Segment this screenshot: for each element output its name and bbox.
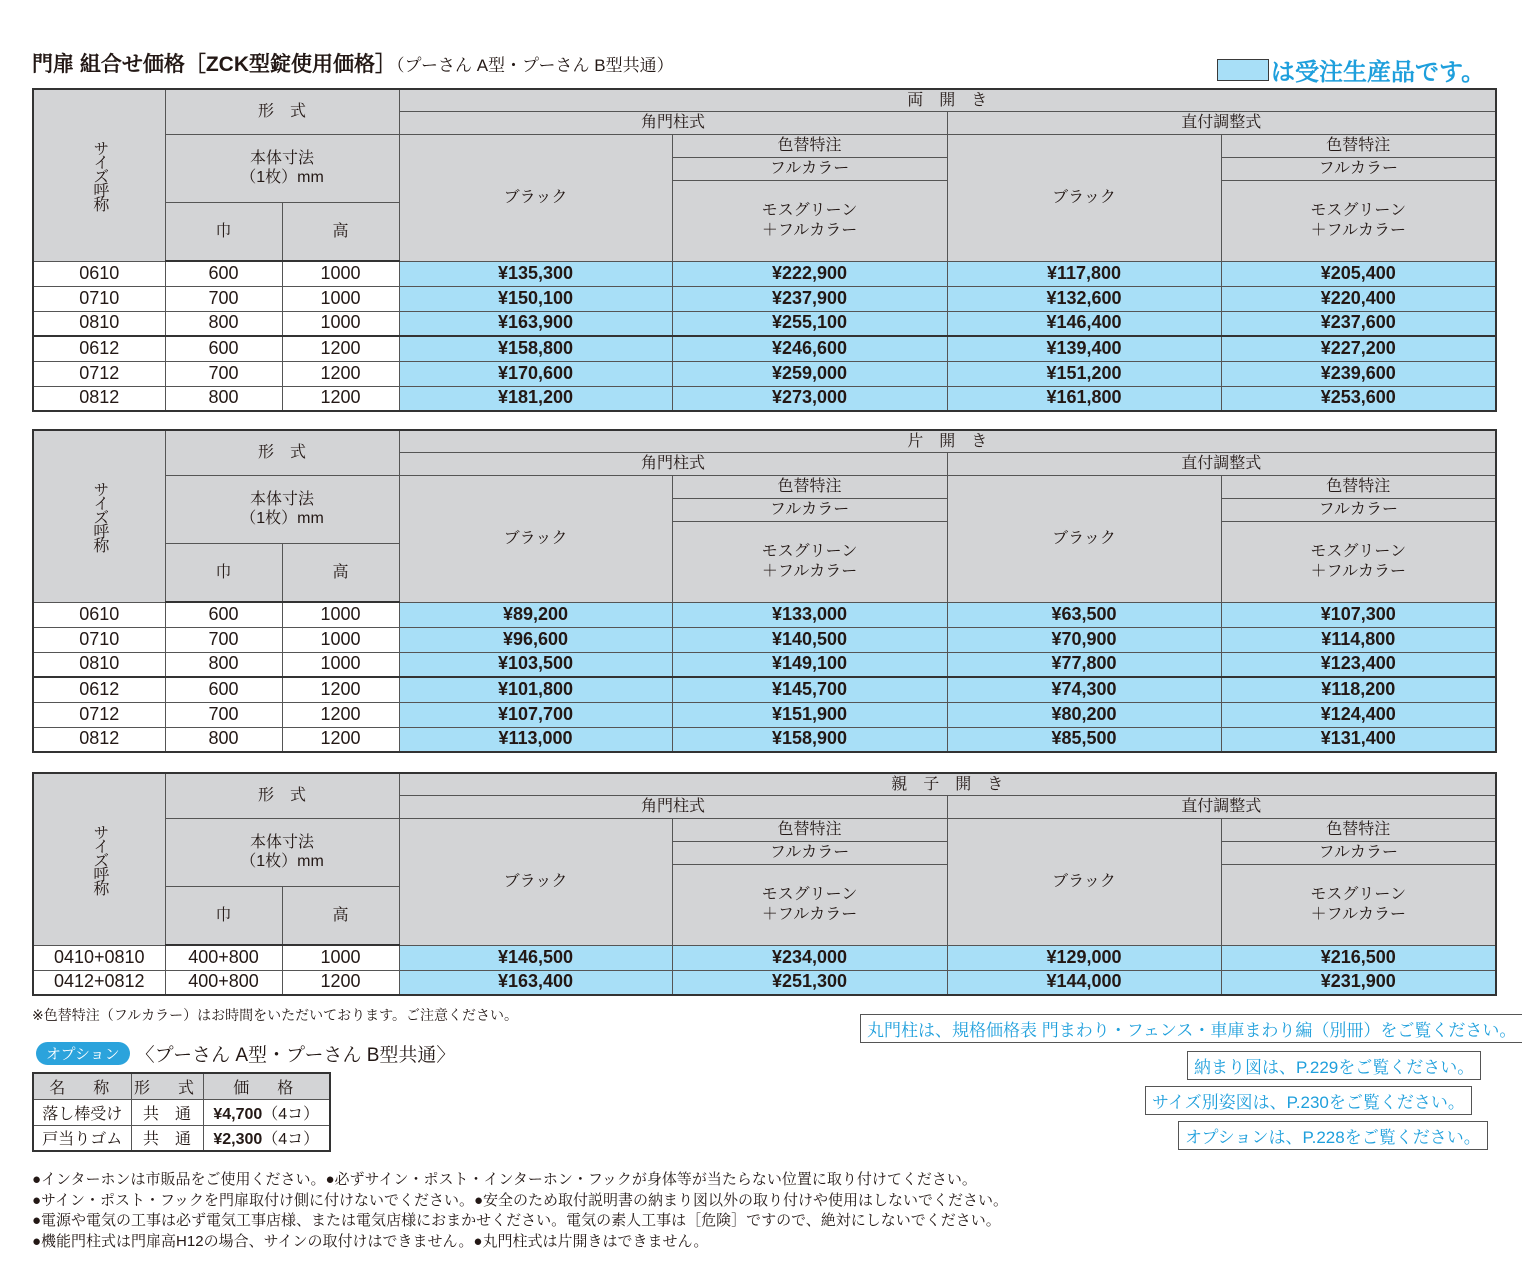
cell-price-jika-color: ¥123,400 bbox=[1221, 652, 1496, 677]
cell-height: 1000 bbox=[282, 652, 399, 677]
cell-size: 0810 bbox=[33, 311, 165, 336]
cell-price-jika-color: ¥220,400 bbox=[1221, 286, 1496, 311]
header-width: 巾 bbox=[165, 202, 282, 261]
header-full-color: フルカラー bbox=[672, 841, 947, 864]
color-special-note: ※色替特注（フルカラー）はお時間をいただいております。ご注意ください。 bbox=[32, 1007, 519, 1023]
header-open-type: 両 開 き bbox=[399, 89, 1496, 111]
cell-price-kaku-black: ¥96,600 bbox=[399, 627, 672, 652]
cell-price-kaku-color: ¥251,300 bbox=[672, 970, 947, 995]
header-open-type: 親 子 開 き bbox=[399, 773, 1496, 795]
table-row bbox=[33, 286, 1496, 311]
header-jika-chosei: 直付調整式 bbox=[947, 452, 1496, 475]
cell-width: 800 bbox=[165, 311, 282, 336]
table-row bbox=[33, 386, 1496, 411]
option-price-value: ¥2,300 bbox=[213, 1131, 263, 1149]
cell-price-kaku-black: ¥103,500 bbox=[399, 652, 672, 677]
cell-price-jika-black: ¥63,500 bbox=[947, 602, 1221, 627]
caution-line: ●電源や電気の工事は必ず電気工事店様、または電気店様におまかせください。電気の素人工事は［危険］ですので、絶対にしないでください。 bbox=[32, 1212, 1001, 1229]
option-price bbox=[203, 1099, 330, 1125]
price-table-single-swing bbox=[32, 429, 1497, 753]
cell-price-kaku-color: ¥158,900 bbox=[672, 727, 947, 752]
caution-line: ●機能門柱式は門扉高H12の場合、サインの取付けはできません。●丸門柱式は片開きはできません。 bbox=[32, 1232, 709, 1250]
cell-size: 0612 bbox=[33, 677, 165, 702]
header-moss-green: モスグリーン ＋フルカラー bbox=[672, 864, 947, 945]
cell-width: 600 bbox=[165, 261, 282, 286]
cell-price-kaku-color: ¥149,100 bbox=[672, 652, 947, 677]
price-table-parent-child bbox=[32, 772, 1497, 996]
table-row bbox=[33, 336, 1496, 361]
ref-installation-drawing: 納まり図は、P.229をご覧ください。 bbox=[1187, 1051, 1481, 1080]
header-black: ブラック bbox=[947, 134, 1221, 261]
cell-size: 0710 bbox=[33, 627, 165, 652]
table-row bbox=[33, 361, 1496, 386]
cell-price-jika-color: ¥114,800 bbox=[1221, 627, 1496, 652]
cell-price-kaku-color: ¥259,000 bbox=[672, 361, 947, 386]
option-qty: （4コ） bbox=[262, 1105, 320, 1123]
cell-size: 0810 bbox=[33, 652, 165, 677]
cell-height: 1200 bbox=[282, 361, 399, 386]
cell-height: 1000 bbox=[282, 261, 399, 286]
cell-width: 600 bbox=[165, 677, 282, 702]
cell-price-jika-color: ¥253,600 bbox=[1221, 386, 1496, 411]
cell-size: 0410+0810 bbox=[33, 945, 165, 970]
header-size-name: サイズ呼称 bbox=[33, 430, 165, 602]
cell-width: 400+800 bbox=[165, 970, 282, 995]
header-format: 形 式 bbox=[165, 89, 399, 134]
price-table-double-swing bbox=[32, 88, 1497, 412]
cell-price-kaku-color: ¥255,100 bbox=[672, 311, 947, 336]
header-size-name: サイズ呼称 bbox=[33, 773, 165, 945]
cell-price-kaku-color: ¥273,000 bbox=[672, 386, 947, 411]
legend-swatch bbox=[1217, 59, 1269, 81]
cell-height: 1200 bbox=[282, 677, 399, 702]
options-title: 〈プーさん A型・プーさん B型共通〉 bbox=[135, 1045, 456, 1066]
ref-size-drawing: サイズ別姿図は、P.230をご覧ください。 bbox=[1145, 1086, 1472, 1115]
header-height: 高 bbox=[282, 202, 399, 261]
cell-size: 0412+0812 bbox=[33, 970, 165, 995]
header-full-color: フルカラー bbox=[1221, 498, 1496, 521]
table-row bbox=[33, 677, 1496, 702]
options-heading bbox=[36, 1040, 455, 1067]
cell-price-jika-black: ¥70,900 bbox=[947, 627, 1221, 652]
header-moss-green: モスグリーン ＋フルカラー bbox=[1221, 521, 1496, 602]
header-open-type: 片 開 き bbox=[399, 430, 1496, 452]
header-height: 高 bbox=[282, 886, 399, 945]
cell-price-jika-color: ¥131,400 bbox=[1221, 727, 1496, 752]
cell-price-kaku-black: ¥146,500 bbox=[399, 945, 672, 970]
header-body-dim: 本体寸法 （1枚）mm bbox=[165, 134, 399, 202]
cell-price-kaku-black: ¥89,200 bbox=[399, 602, 672, 627]
table-row bbox=[33, 945, 1496, 970]
cell-height: 1200 bbox=[282, 970, 399, 995]
cell-price-kaku-black: ¥170,600 bbox=[399, 361, 672, 386]
header-kaku-mon: 角門柱式 bbox=[399, 795, 947, 818]
cell-price-kaku-black: ¥163,400 bbox=[399, 970, 672, 995]
cell-price-jika-black: ¥74,300 bbox=[947, 677, 1221, 702]
page-title-main: 門扉 組合せ価格［ZCK型錠使用価格］ bbox=[32, 53, 396, 76]
caution-notes bbox=[32, 1170, 1008, 1252]
cell-price-jika-color: ¥107,300 bbox=[1221, 602, 1496, 627]
table-row bbox=[33, 261, 1496, 286]
cell-width: 700 bbox=[165, 627, 282, 652]
header-full-color: フルカラー bbox=[1221, 157, 1496, 180]
header-black: ブラック bbox=[399, 475, 672, 602]
cell-price-jika-color: ¥118,200 bbox=[1221, 677, 1496, 702]
page-title-sub: （プーさん A型・プーさん B型共通） bbox=[396, 56, 674, 75]
cell-price-jika-black: ¥77,800 bbox=[947, 652, 1221, 677]
cell-price-kaku-color: ¥133,000 bbox=[672, 602, 947, 627]
cell-price-kaku-black: ¥150,100 bbox=[399, 286, 672, 311]
table-row bbox=[33, 627, 1496, 652]
option-price-value: ¥4,700 bbox=[213, 1105, 263, 1123]
cell-size: 0812 bbox=[33, 386, 165, 411]
header-format: 形 式 bbox=[165, 773, 399, 818]
table-row bbox=[33, 727, 1496, 752]
table-row bbox=[33, 311, 1496, 336]
cell-price-kaku-black: ¥107,700 bbox=[399, 702, 672, 727]
cell-price-jika-color: ¥239,600 bbox=[1221, 361, 1496, 386]
header-color-special: 色替特注 bbox=[1221, 134, 1496, 157]
header-size-name: サイズ呼称 bbox=[33, 89, 165, 261]
header-jika-chosei: 直付調整式 bbox=[947, 111, 1496, 134]
cell-price-jika-color: ¥124,400 bbox=[1221, 702, 1496, 727]
cell-height: 1000 bbox=[282, 286, 399, 311]
options-table bbox=[32, 1072, 331, 1152]
cell-price-jika-color: ¥227,200 bbox=[1221, 336, 1496, 361]
header-jika-chosei: 直付調整式 bbox=[947, 795, 1496, 818]
header-full-color: フルカラー bbox=[672, 498, 947, 521]
cell-price-jika-black: ¥161,800 bbox=[947, 386, 1221, 411]
cell-width: 600 bbox=[165, 602, 282, 627]
header-black: ブラック bbox=[399, 818, 672, 945]
header-format: 形 式 bbox=[165, 430, 399, 475]
header-full-color: フルカラー bbox=[672, 157, 947, 180]
cell-size: 0712 bbox=[33, 702, 165, 727]
options-header-type: 形 式 bbox=[131, 1073, 203, 1099]
cell-price-kaku-black: ¥158,800 bbox=[399, 336, 672, 361]
options-badge: オプション bbox=[36, 1042, 130, 1065]
cell-price-kaku-black: ¥163,900 bbox=[399, 311, 672, 336]
cell-height: 1200 bbox=[282, 336, 399, 361]
header-color-special: 色替特注 bbox=[1221, 818, 1496, 841]
page-title bbox=[32, 48, 674, 78]
table-row bbox=[33, 970, 1496, 995]
table-row bbox=[33, 702, 1496, 727]
options-row bbox=[33, 1099, 330, 1125]
header-color-special: 色替特注 bbox=[672, 475, 947, 498]
option-name: 落し棒受け bbox=[33, 1099, 131, 1125]
cell-price-jika-black: ¥139,400 bbox=[947, 336, 1221, 361]
header-body-dim: 本体寸法 （1枚）mm bbox=[165, 475, 399, 543]
options-header-price: 価 格 bbox=[203, 1073, 330, 1099]
cell-width: 800 bbox=[165, 652, 282, 677]
cell-height: 1000 bbox=[282, 602, 399, 627]
header-color-special: 色替特注 bbox=[1221, 475, 1496, 498]
header-body-dim: 本体寸法 （1枚）mm bbox=[165, 818, 399, 886]
ref-round-post: 丸門柱は、規格価格表 門まわり・フェンス・車庫まわり編（別冊）をご覧ください。 bbox=[860, 1014, 1522, 1043]
caution-line: ●インターホンは市販品をご使用ください。●必ずサイン・ポスト・インターホン・フックが身体等が当たらない位置に取り付けてください。 bbox=[32, 1171, 977, 1188]
header-width: 巾 bbox=[165, 543, 282, 602]
header-width: 巾 bbox=[165, 886, 282, 945]
cell-price-kaku-black: ¥101,800 bbox=[399, 677, 672, 702]
cell-size: 0610 bbox=[33, 602, 165, 627]
cell-price-kaku-black: ¥113,000 bbox=[399, 727, 672, 752]
cell-price-jika-black: ¥144,000 bbox=[947, 970, 1221, 995]
cell-price-kaku-color: ¥140,500 bbox=[672, 627, 947, 652]
cell-price-kaku-color: ¥145,700 bbox=[672, 677, 947, 702]
header-full-color: フルカラー bbox=[1221, 841, 1496, 864]
header-black: ブラック bbox=[947, 475, 1221, 602]
cell-price-kaku-color: ¥234,000 bbox=[672, 945, 947, 970]
option-type: 共 通 bbox=[131, 1099, 203, 1125]
header-moss-green: モスグリーン ＋フルカラー bbox=[1221, 180, 1496, 261]
cell-price-kaku-color: ¥222,900 bbox=[672, 261, 947, 286]
header-kaku-mon: 角門柱式 bbox=[399, 452, 947, 475]
cell-width: 800 bbox=[165, 386, 282, 411]
cell-height: 1000 bbox=[282, 627, 399, 652]
cell-height: 1200 bbox=[282, 386, 399, 411]
cell-price-jika-black: ¥146,400 bbox=[947, 311, 1221, 336]
cell-width: 700 bbox=[165, 702, 282, 727]
header-color-special: 色替特注 bbox=[672, 818, 947, 841]
option-type: 共 通 bbox=[131, 1125, 203, 1151]
cell-size: 0712 bbox=[33, 361, 165, 386]
made-to-order-legend bbox=[1217, 52, 1485, 87]
cell-size: 0710 bbox=[33, 286, 165, 311]
table-row bbox=[33, 602, 1496, 627]
options-header-row bbox=[33, 1073, 330, 1099]
ref-options-page: オプションは、P.228をご覧ください。 bbox=[1178, 1121, 1488, 1150]
cell-price-kaku-color: ¥246,600 bbox=[672, 336, 947, 361]
option-name: 戸当りゴム bbox=[33, 1125, 131, 1151]
cell-price-kaku-black: ¥135,300 bbox=[399, 261, 672, 286]
header-black: ブラック bbox=[947, 818, 1221, 945]
cell-height: 1000 bbox=[282, 311, 399, 336]
cell-price-jika-black: ¥85,500 bbox=[947, 727, 1221, 752]
cell-height: 1000 bbox=[282, 945, 399, 970]
option-price bbox=[203, 1125, 330, 1151]
cell-size: 0610 bbox=[33, 261, 165, 286]
header-height: 高 bbox=[282, 543, 399, 602]
table-row bbox=[33, 652, 1496, 677]
caution-line: ●サイン・ポスト・フックを門扉取付け側に付けないでください。●安全のため取付説明書の納まり図以外の取り付けや使用はしないでください。 bbox=[32, 1191, 1009, 1209]
header-black: ブラック bbox=[399, 134, 672, 261]
cell-price-kaku-color: ¥151,900 bbox=[672, 702, 947, 727]
cell-width: 800 bbox=[165, 727, 282, 752]
cell-price-jika-black: ¥151,200 bbox=[947, 361, 1221, 386]
header-moss-green: モスグリーン ＋フルカラー bbox=[1221, 864, 1496, 945]
cell-width: 400+800 bbox=[165, 945, 282, 970]
cell-price-jika-color: ¥216,500 bbox=[1221, 945, 1496, 970]
cell-price-kaku-black: ¥181,200 bbox=[399, 386, 672, 411]
cell-price-jika-black: ¥117,800 bbox=[947, 261, 1221, 286]
cell-width: 600 bbox=[165, 336, 282, 361]
header-moss-green: モスグリーン ＋フルカラー bbox=[672, 521, 947, 602]
cell-height: 1200 bbox=[282, 727, 399, 752]
header-moss-green: モスグリーン ＋フルカラー bbox=[672, 180, 947, 261]
cell-width: 700 bbox=[165, 286, 282, 311]
option-qty: （4コ） bbox=[262, 1131, 320, 1149]
cell-size: 0812 bbox=[33, 727, 165, 752]
cell-height: 1200 bbox=[282, 702, 399, 727]
options-row bbox=[33, 1125, 330, 1151]
legend-text: は受注生産品です。 bbox=[1271, 59, 1486, 86]
cell-price-jika-color: ¥237,600 bbox=[1221, 311, 1496, 336]
cell-price-jika-black: ¥132,600 bbox=[947, 286, 1221, 311]
cell-price-kaku-color: ¥237,900 bbox=[672, 286, 947, 311]
options-header-name: 名 称 bbox=[33, 1073, 131, 1099]
cell-price-jika-color: ¥231,900 bbox=[1221, 970, 1496, 995]
cell-price-jika-color: ¥205,400 bbox=[1221, 261, 1496, 286]
cell-width: 700 bbox=[165, 361, 282, 386]
header-color-special: 色替特注 bbox=[672, 134, 947, 157]
header-kaku-mon: 角門柱式 bbox=[399, 111, 947, 134]
cell-price-jika-black: ¥129,000 bbox=[947, 945, 1221, 970]
cell-price-jika-black: ¥80,200 bbox=[947, 702, 1221, 727]
cell-size: 0612 bbox=[33, 336, 165, 361]
